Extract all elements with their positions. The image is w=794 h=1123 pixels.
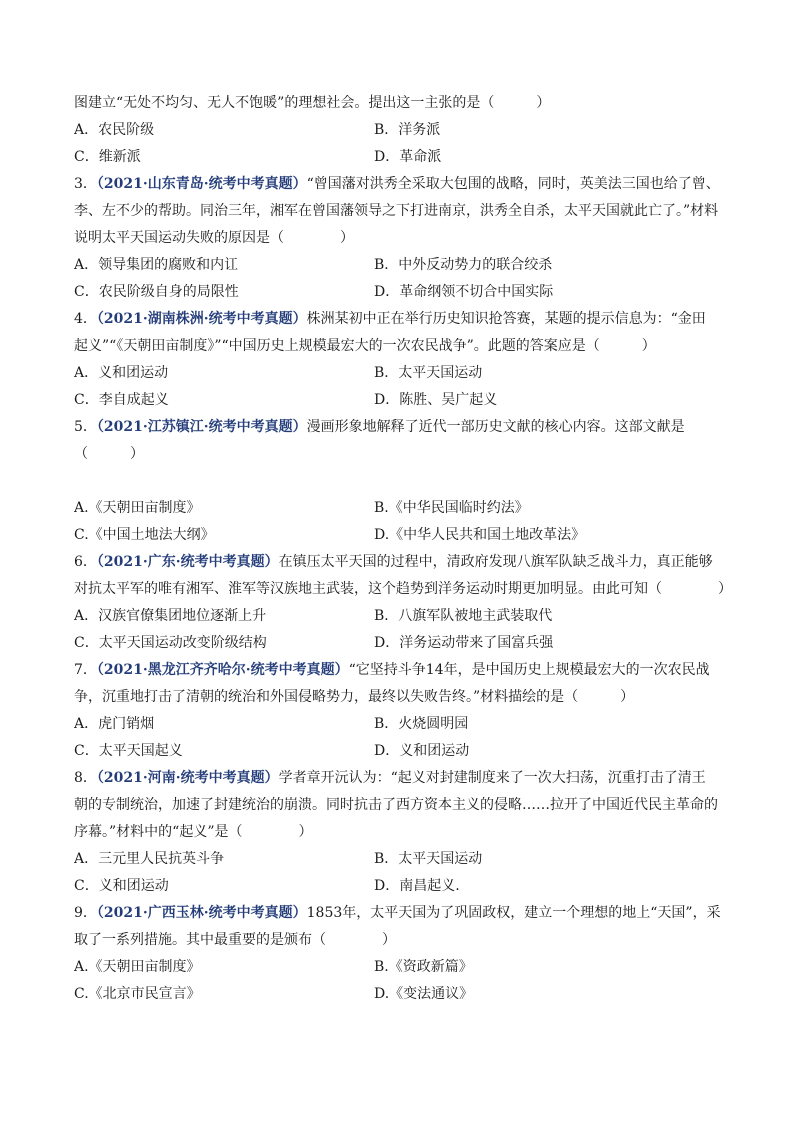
question-text: 学者章开沅认为：“起义对封建制度来了一次大扫荡，沉重打击了清王 [278,770,706,786]
question-5-stem-line [74,414,734,441]
question-4-stem-line [74,306,734,333]
question-8-stem-line [74,765,734,792]
question-number: 9． [74,905,97,921]
option-d: D.《变法通议》 [374,986,474,1002]
question-source: （2021·广东·统考中考真题） [96,554,279,570]
question-list [74,90,734,1008]
question-6-options-row-1 [74,603,734,630]
option-d: D．革命派 [374,149,442,165]
question-3-options-row-2 [74,279,734,306]
option-d: D．义和团运动 [374,743,470,759]
option-b: B．洋务派 [374,122,441,138]
option-a: A．义和团运动 [74,365,169,381]
question-8-stem-line: 朝的专制统治，加速了封建统治的崩溃。同时抗击了西方资本主义的侵略……拉开了中国近代民主革命的 [74,797,718,813]
option-a: A．三元里人民抗英斗争 [74,851,225,867]
question-source: （2021·河南·统考中考真题） [96,770,279,786]
option-a: A.《天朝田亩制度》 [74,500,201,516]
question-source: （2021·山东青岛·统考中考真题） [96,176,307,192]
option-b: B．中外反动势力的联合绞杀 [374,257,553,273]
question-7-stem-line [74,657,734,684]
question-6-options-row-2 [74,630,734,657]
option-d: D.《中华人民共和国土地改革法》 [374,527,586,543]
question-8-options-row-1 [74,846,734,873]
question-6-stem-line: 对抗太平军的唯有湘军、淮军等汉族地主武装，这个趋势到洋务运动时期更加明显。由此可知（ ） [74,581,732,597]
option-b: B.《中华民国临时约法》 [374,500,529,516]
question-8-options-row-2 [74,873,734,900]
option-d: D．革命纲领不切合中国实际 [374,284,554,300]
option-c: C.《中国土地法大纲》 [74,527,215,543]
question-number: 3． [74,176,97,192]
question-number: 6． [74,554,97,570]
question-2-options-row-1 [74,117,734,144]
question-number: 7． [74,662,97,678]
question-text: 在镇压太平天国的过程中，清政府发现八旗军队缺乏战斗力，真正能够 [278,554,713,570]
question-source: （2021·湖南株洲·统考中考真题） [96,311,307,327]
question-4-options-row-1 [74,360,734,387]
question-source: （2021·江苏镇江·统考中考真题） [96,419,307,435]
option-a: A．农民阶级 [74,122,155,138]
option-a: A．虎门销烟 [74,716,155,732]
question-8-stem-line: 序幕。”材料中的“起义”是（ ） [74,824,313,840]
question-2-stem-continued: 图建立“无处不均匀、无人不饱暖”的理想社会。提出这一主张的是（ ） [74,95,551,111]
question-3-stem-line: 李、左不少的帮助。同治三年，湘军在曾国藩领导之下打进南京，洪秀全自杀，太平天国就此亡了。”材料 [74,203,719,219]
question-9-options-row-1 [74,954,734,981]
question-7-stem-line: 争，沉重地打击了清朝的统治和外国侵略势力，最终以失败告终。”材料描绘的是（ ） [74,689,635,705]
question-5-options-row-1 [74,495,734,522]
question-4-stem-line: 起义”“《天朝田亩制度》”“中国历史上规模最宏大的一次农民战争”。此题的答案应是（ ） [74,338,656,354]
question-9-stem-line [74,900,734,927]
option-c: C.《北京市民宣言》 [74,986,201,1002]
question-number: 5． [74,419,97,435]
question-number: 4． [74,311,97,327]
option-b: B.《资政新篇》 [374,959,473,975]
option-c: C．李自成起义 [74,392,169,408]
option-a: A.《天朝田亩制度》 [74,959,201,975]
question-source: （2021·黑龙江齐齐哈尔·统考中考真题） [96,662,349,678]
option-a: A．领导集团的腐败和内讧 [74,257,239,273]
question-6-stem-line [74,549,734,576]
question-7-options-row-2 [74,738,734,765]
question-2-options-row-2 [74,144,734,171]
question-4-options-row-2 [74,387,734,414]
option-c: C．义和团运动 [74,878,169,894]
question-text: “它坚持斗争14年，是中国历史上规模最宏大的一次农民战 [348,662,710,678]
cartoon-image-space [74,468,734,495]
option-c: C．农民阶级自身的局限性 [74,284,239,300]
question-text: 1853年，太平天国为了巩固政权，建立一个理想的地上“天国”，采 [306,905,721,921]
question-9-options-row-2 [74,981,734,1008]
question-number: 8． [74,770,97,786]
question-3-options-row-1 [74,252,734,279]
option-b: B．太平天国运动 [374,365,483,381]
option-d: D．南昌起义. [374,878,460,894]
question-9-stem-line: 取了一系列措施。其中最重要的是颁布（ ） [74,932,396,948]
question-3-stem-line [74,171,734,198]
option-d: D．陈胜、吴广起义 [374,392,498,408]
option-c: C．维新派 [74,149,141,165]
question-5-options-row-2 [74,522,734,549]
option-b: B．八旗军队被地主武装取代 [374,608,553,624]
option-c: C．太平天国起义 [74,743,183,759]
option-d: D．洋务运动带来了国富兵强 [374,635,554,651]
option-b: B．火烧圆明园 [374,716,469,732]
option-c: C．太平天国运动改变阶级结构 [74,635,267,651]
option-a: A．汉族官僚集团地位逐渐上升 [74,608,267,624]
question-5-stem-line: （ ） [74,446,144,462]
question-text: 漫画形象地解释了近代一部历史文献的核心内容。这部文献是 [306,419,685,435]
option-b: B．太平天国运动 [374,851,483,867]
question-text: 株洲某初中正在举行历史知识抢答赛，某题的提示信息为：“金田 [306,311,706,327]
question-3-stem-line: 说明太平天国运动失败的原因是（ ） [74,230,354,246]
question-text: “曾国藩对洪秀全采取大包围的战略，同时，英美法三国也给了曾、 [306,176,720,192]
question-source: （2021·广西玉林·统考中考真题） [96,905,307,921]
question-7-options-row-1 [74,711,734,738]
